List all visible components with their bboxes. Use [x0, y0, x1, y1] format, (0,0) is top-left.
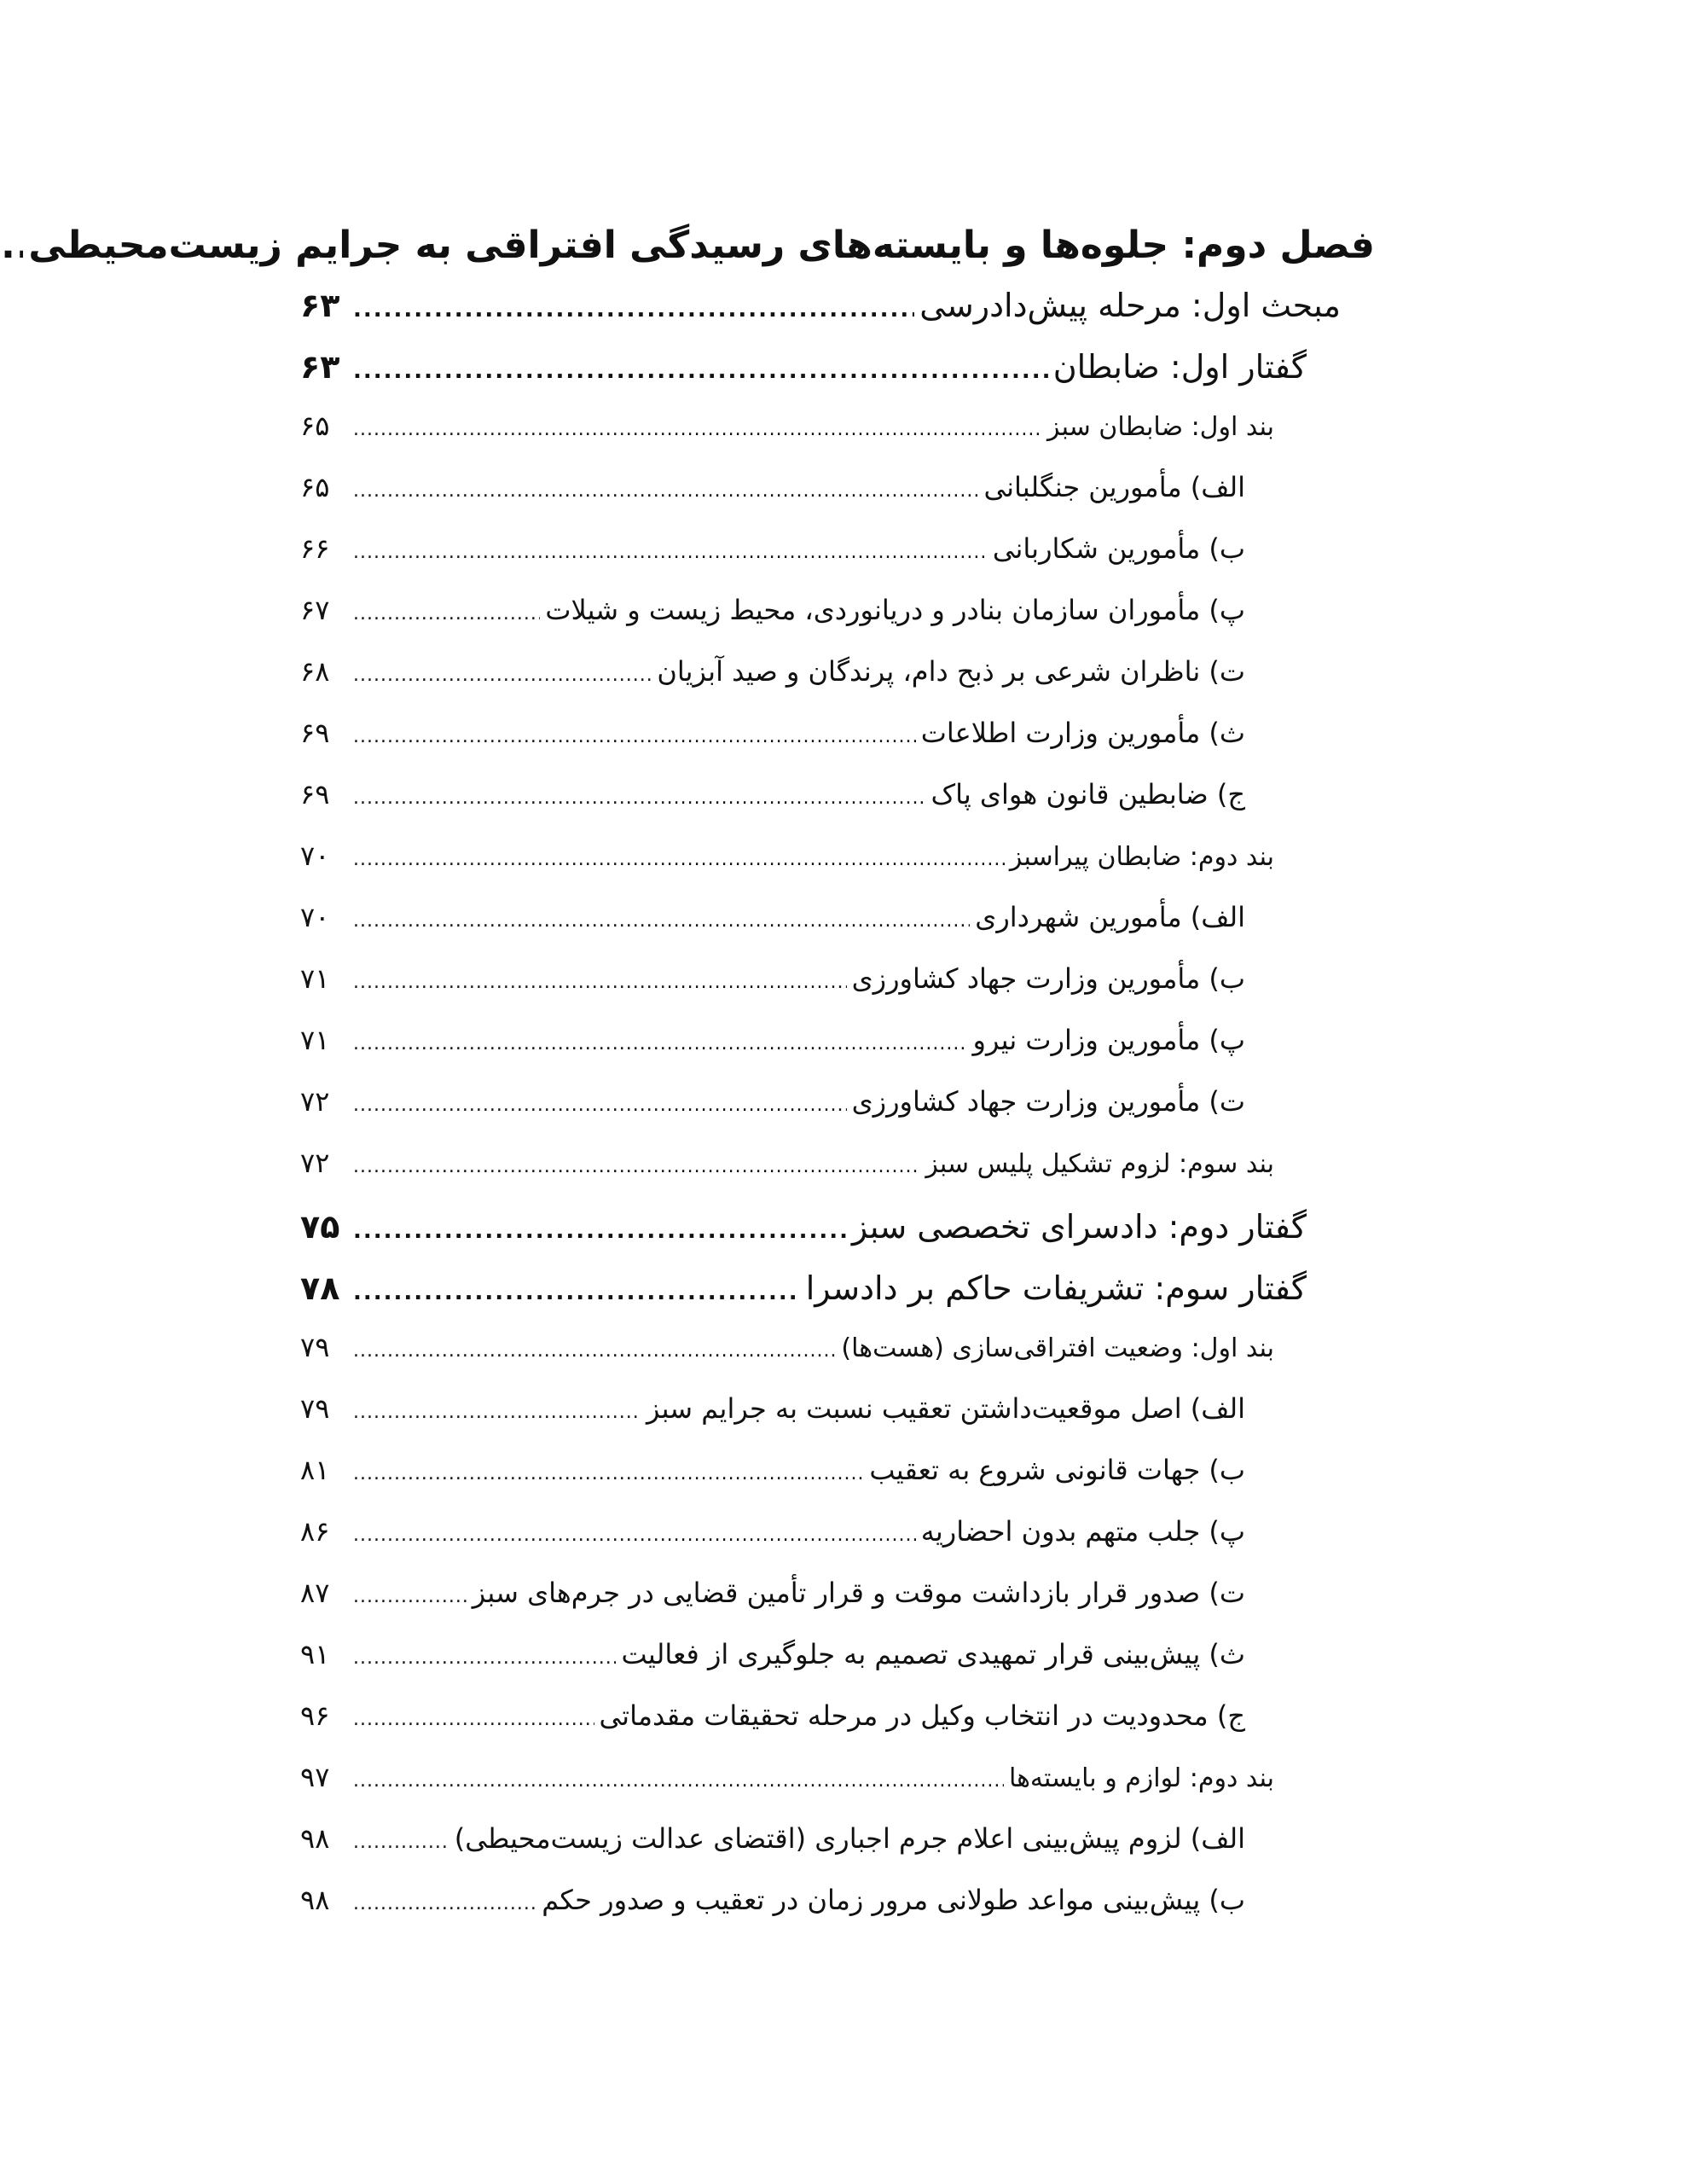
- toc-entry-page-number: ۷۹: [300, 1331, 330, 1363]
- toc-entry-page-number: ۹۸: [300, 1822, 330, 1855]
- dot-leader: [353, 665, 652, 686]
- toc-entry-page-number: ۷۰: [300, 839, 330, 872]
- toc-entry-title: ب) جهات قانونی شروع به تعقیب: [869, 1454, 1245, 1486]
- item-entry[interactable]: [300, 1638, 1375, 1699]
- dot-leader: [353, 603, 540, 624]
- toc-entry-title: ت) ناظران شرعی بر ذبح دام، پرندگان و صید آبزیان: [657, 655, 1245, 688]
- toc-entry-page-number: ۷۵: [300, 1208, 340, 1246]
- dot-leader: [353, 726, 916, 747]
- item-entry[interactable]: [300, 471, 1375, 532]
- item-entry[interactable]: [300, 1024, 1375, 1085]
- toc-entry-title: مبحث اول: مرحله پیش‌دادرسی: [919, 287, 1341, 324]
- dot-leader: [353, 1156, 920, 1177]
- toc-entry-page-number: ۸۷: [300, 1577, 330, 1609]
- dot-leader: [353, 297, 914, 322]
- toc-entry-page-number: ۶۵: [300, 471, 330, 503]
- dot-leader: [353, 480, 978, 502]
- dot-leader: [353, 910, 970, 932]
- toc-entry-title: ت) مأمورین وزارت جهاد کشاورزی: [851, 1085, 1245, 1118]
- toc-entry-title: الف) لزوم پیش‌بینی اعلام جرم اجباری (اقتضای عدالت زیست‌محیطی): [454, 1822, 1245, 1855]
- toc-entry-title: ج) محدودیت در انتخاب وکیل در مرحله تحقیقات مقدماتی: [599, 1699, 1245, 1732]
- toc-entry-page-number: ۹۸: [300, 1884, 330, 1916]
- item-entry[interactable]: [300, 1884, 1375, 1945]
- dot-leader: [0, 224, 23, 267]
- toc-entry-title: گفتار اول: ضابطان: [1052, 348, 1307, 386]
- item-entry[interactable]: [300, 655, 1375, 717]
- toc-entry-page-number: ۶۸: [300, 655, 330, 688]
- toc-entry-page-number: ۶۳: [300, 287, 340, 324]
- toc-entry-title: پ) مأموران سازمان بنادر و دریانوردی، محیط زیست و شیلات: [545, 594, 1245, 626]
- section-entry[interactable]: [300, 287, 1375, 348]
- toc-entry-page-number: ۷۸: [300, 1269, 340, 1307]
- toc-entry-page-number: ۶۳: [300, 348, 340, 386]
- item-entry[interactable]: [300, 1392, 1375, 1454]
- toc-entry-title: الف) اصل موقعیت‌داشتن تعقیب نسبت به جرایم سبز: [646, 1392, 1245, 1425]
- dot-leader: [353, 849, 1005, 870]
- toc-entry-title: ج) ضابطین قانون هوای پاک: [930, 778, 1245, 810]
- toc-entry-page-number: ۹۶: [300, 1699, 330, 1732]
- toc-entry-title: گفتار دوم: دادسرای تخصصی سبز: [851, 1208, 1307, 1246]
- toc-entry-page-number: ۹۷: [300, 1761, 330, 1793]
- dot-leader: [353, 358, 1048, 384]
- toc-entry-title: الف) مأمورین شهرداری: [975, 901, 1245, 933]
- dot-leader: [353, 1893, 536, 1914]
- toc-entry-title: ب) مأمورین شکاربانی: [992, 532, 1245, 565]
- item-entry[interactable]: [300, 717, 1375, 778]
- toc-entry-page-number: ۹۱: [300, 1638, 330, 1670]
- toc-entry-page-number: ۸۶: [300, 1515, 330, 1548]
- dot-leader: [353, 1463, 864, 1484]
- clause-entry[interactable]: [300, 1761, 1375, 1822]
- toc-entry-title: پ) مأمورین وزارت نیرو: [972, 1024, 1245, 1056]
- item-entry[interactable]: [300, 901, 1375, 962]
- toc-entry-title: ب) مأمورین وزارت جهاد کشاورزی: [851, 962, 1245, 995]
- dot-leader: [353, 787, 925, 809]
- toc-entry-title: ث) پیش‌بینی قرار تمهیدی تصمیم به جلوگیری از فعالیت: [621, 1638, 1245, 1670]
- toc-entry-title: گفتار سوم: تشریفات حاکم بر دادسرا: [805, 1269, 1307, 1307]
- toc-entry-page-number: ۷۱: [300, 1024, 330, 1056]
- toc-entry-page-number: ۶۹: [300, 778, 330, 810]
- dot-leader: [353, 972, 847, 993]
- toc-entry-title: ث) مأمورین وزارت اطلاعات: [920, 717, 1245, 749]
- item-entry[interactable]: [300, 1454, 1375, 1515]
- toc-entry-page-number: ۷۲: [300, 1147, 330, 1179]
- dot-leader: [353, 1586, 467, 1607]
- toc-entry-title: بند اول: ضابطان سبز: [1047, 412, 1274, 442]
- toc-entry-title: پ) جلب متهم بدون احضاریه: [920, 1515, 1245, 1548]
- item-entry[interactable]: [300, 778, 1375, 839]
- toc-entry-page-number: ۶۶: [300, 532, 330, 565]
- clause-entry[interactable]: [300, 1331, 1375, 1392]
- dot-leader: [353, 1832, 449, 1853]
- dot-leader: [353, 1709, 594, 1730]
- toc-entry-title: ب) پیش‌بینی مواعد طولانی مرور زمان در تعقیب و صدور حکم: [542, 1884, 1245, 1916]
- subsection-entry[interactable]: [300, 1269, 1375, 1331]
- clause-entry[interactable]: [300, 410, 1375, 471]
- toc-entry-page-number: ۶۹: [300, 717, 330, 749]
- item-entry[interactable]: [300, 1822, 1375, 1884]
- dot-leader: [353, 1402, 641, 1423]
- dot-leader: [353, 1770, 1004, 1792]
- toc-entry-page-number: ۷۹: [300, 1392, 330, 1425]
- dot-leader: [353, 419, 1042, 440]
- toc-entry-page-number: ۶۷: [300, 594, 330, 626]
- dot-leader: [353, 542, 988, 563]
- item-entry[interactable]: [300, 1577, 1375, 1638]
- item-entry[interactable]: [300, 532, 1375, 594]
- subsection-entry[interactable]: [300, 1208, 1375, 1269]
- subsection-entry[interactable]: [300, 348, 1375, 410]
- dot-leader: [353, 1218, 847, 1244]
- toc-entry-page-number: ۷۱: [300, 962, 330, 995]
- chapter-entry[interactable]: [28, 224, 1375, 276]
- table-of-contents: [28, 224, 1375, 1945]
- clause-entry[interactable]: [300, 839, 1375, 901]
- toc-entry-page-number: ۸۱: [300, 1454, 330, 1486]
- toc-entry-page-number: ۶۵: [300, 410, 330, 442]
- dot-leader: [353, 1647, 616, 1669]
- clause-entry[interactable]: [300, 1147, 1375, 1208]
- item-entry[interactable]: [300, 1699, 1375, 1761]
- toc-entry-page-number: ۷۰: [300, 901, 330, 933]
- toc-entry-title: بند سوم: لزوم تشکیل پلیس سبز: [925, 1149, 1274, 1179]
- toc-entry-title: الف) مأمورین جنگلبانی: [983, 471, 1245, 503]
- dot-leader: [353, 1340, 836, 1362]
- toc-entry-title: ت) صدور قرار بازداشت موقت و قرار تأمین قضایی در جرم‌های سبز: [472, 1577, 1245, 1609]
- dot-leader: [353, 1033, 968, 1054]
- dot-leader: [353, 1095, 847, 1116]
- toc-entry-page-number: ۷۲: [300, 1085, 330, 1118]
- toc-entry-title: بند دوم: ضابطان پیراسبز: [1009, 842, 1274, 872]
- dot-leader: [353, 1280, 801, 1305]
- item-entry[interactable]: [300, 594, 1375, 655]
- toc-entry-title: فصل دوم: جلوه‌ها و بایسته‌های رسیدگی افتراقی به جرایم زیست‌محیطی: [28, 224, 1375, 267]
- toc-entry-title: بند دوم: لوازم و بایسته‌ها: [1008, 1763, 1274, 1793]
- item-entry[interactable]: [300, 1085, 1375, 1147]
- toc-entry-title: بند اول: وضعیت افتراقی‌سازی (هست‌ها): [841, 1333, 1274, 1363]
- dot-leader: [353, 1525, 916, 1546]
- item-entry[interactable]: [300, 962, 1375, 1024]
- item-entry[interactable]: [300, 1515, 1375, 1577]
